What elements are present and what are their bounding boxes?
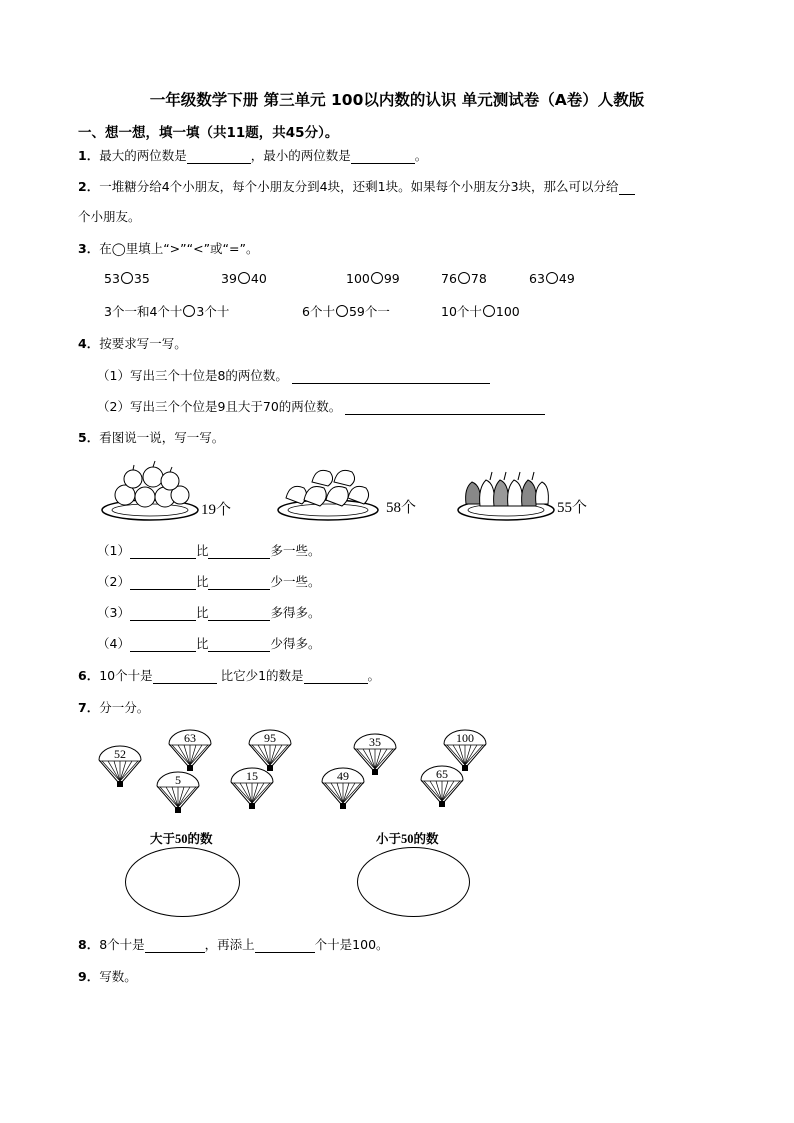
compare-right: 49 [558,271,575,286]
q5-bi: 比 [195,543,209,558]
pear-plate-illustration [456,464,556,524]
compare-item [104,302,229,320]
compare-right: 78 [470,271,487,286]
fan-card[interactable] [444,730,486,771]
compare-circle[interactable] [183,305,195,317]
compare-left: 39 [221,271,237,286]
q8-text-c: 个十是100。 [314,937,389,952]
fan-card[interactable] [157,772,199,813]
compare-circle[interactable] [458,272,470,284]
q6-number: 6． [78,668,100,683]
fan-number: 5 [175,773,181,787]
compare-right: 59个一 [348,304,390,319]
q2-number: 2． [78,179,100,194]
fan-number: 100 [456,731,474,745]
question-6 [78,666,380,684]
q6-text-a: 10个十是 [99,668,153,683]
q5-bi: 比 [195,574,209,589]
q5-blank[interactable] [130,607,196,621]
compare-left: 63 [529,271,545,286]
q5-blank[interactable] [208,607,270,621]
compare-left: 53 [104,271,120,286]
q8-text-a: 8个十是 [99,937,145,952]
question-1 [78,146,427,164]
q5-sub [97,572,320,590]
fan-card[interactable] [231,768,273,809]
question-4 [78,334,187,352]
q5-sub [97,541,320,559]
q9-number: 9． [78,969,100,984]
pear-count: 55个 [557,500,588,516]
oval-greater-than-50[interactable] [125,847,240,917]
label-greater-than-50: 大于50的数 [150,832,213,846]
compare-circle[interactable] [238,272,250,284]
q1-text-a: 最大的两位数是 [99,148,187,163]
fan-card[interactable] [354,734,396,775]
compare-right: 3个十 [196,304,230,319]
compare-left: 10个十 [441,304,482,319]
q5-end: 少一些。 [270,574,321,589]
q4-text: 按要求写一写。 [99,336,187,351]
fan-card[interactable] [169,730,211,771]
q3-text: 在◯里填上“>”“<”或“=”。 [99,241,259,256]
q8-text-b: ，再添上 [204,937,255,952]
question-5 [78,428,224,446]
compare-right: 35 [133,271,150,286]
q5-sub-label: （3） [97,605,130,620]
q5-bi: 比 [195,605,209,620]
compare-item [221,271,267,286]
fan-number: 63 [184,731,196,745]
question-7 [78,698,149,716]
q9-text: 写数。 [99,969,137,984]
peach-plate-illustration [276,462,381,524]
compare-circle[interactable] [546,272,558,284]
compare-right: 99 [383,271,400,286]
question-8 [78,935,389,953]
fan-card[interactable] [249,730,291,771]
fan-card[interactable] [421,766,463,807]
q5-end: 多一些。 [270,543,321,558]
q8-blank-b[interactable] [255,939,315,953]
fan-number: 52 [114,747,126,761]
q5-blank[interactable] [208,576,270,590]
fan-number: 65 [436,767,448,781]
fan-card[interactable] [322,768,364,809]
fan-number: 49 [337,769,349,783]
q2-blank[interactable] [619,181,635,195]
q5-sub [97,603,320,621]
section-heading: 一、想一想，填一填（共11题，共45分）。 [78,125,339,141]
q7-text: 分一分。 [99,700,150,715]
q6-text-b: 比它少1的数是 [216,668,304,683]
q5-blank[interactable] [130,545,196,559]
compare-right: 100 [495,304,520,319]
q5-blank[interactable] [130,576,196,590]
q5-end: 多得多。 [270,605,321,620]
q5-sub-label: （2） [97,574,130,589]
q5-number: 5． [78,430,100,445]
compare-right: 40 [250,271,267,286]
fan-number: 35 [369,735,381,749]
compare-circle[interactable] [121,272,133,284]
compare-circle[interactable] [483,305,495,317]
question-3 [78,239,258,257]
q5-sub-label: （4） [97,636,130,651]
compare-circle[interactable] [336,305,348,317]
q4-sub1-blank[interactable] [292,370,490,384]
compare-item [302,302,390,320]
compare-left: 3个一和4个十 [104,304,183,319]
q2-text-line2: 个小朋友。 [78,209,141,224]
compare-circle[interactable] [371,272,383,284]
label-less-than-50: 小于50的数 [376,832,439,846]
q8-number: 8． [78,937,100,952]
q4-sub1 [97,366,490,384]
q1-blank-largest[interactable] [187,150,251,164]
q5-sub-label: （1） [97,543,130,558]
compare-item [441,302,520,320]
fan-cards [90,728,510,813]
compare-left: 76 [441,271,457,286]
q8-blank-a[interactable] [145,939,205,953]
q4-number: 4． [78,336,100,351]
q4-sub2-text: （2）写出三个个位是9且大于70的两位数。 [97,399,342,414]
question-9 [78,967,137,985]
oval-less-than-50[interactable] [357,847,470,917]
q5-end: 少得多。 [270,636,321,651]
apple-plate-illustration [100,455,200,525]
fan-number: 95 [264,731,276,745]
q6-blank-b[interactable] [304,670,368,684]
q1-number: 1． [78,148,100,163]
page-title: 一年级数学下册 第三单元 100以内数的认识 单元测试卷（A卷）人教版 [149,91,645,109]
compare-item [529,271,575,286]
q5-blank[interactable] [208,638,270,652]
q5-blank[interactable] [208,545,270,559]
peach-count: 58个 [386,500,417,516]
compare-item [346,271,400,286]
q1-text-b: ，最小的两位数是 [250,148,351,163]
fan-number: 15 [246,769,258,783]
q4-sub1-text: （1）写出三个十位是8的两位数。 [97,368,288,383]
q6-text-c: 。 [367,668,381,683]
q5-sub [97,634,320,652]
q5-bi: 比 [195,636,209,651]
q3-number: 3． [78,241,100,256]
q7-number: 7． [78,700,100,715]
q1-text-c: 。 [414,148,428,163]
compare-left: 6个十 [302,304,335,319]
q1-blank-smallest[interactable] [351,150,415,164]
q4-sub2 [97,397,545,415]
fan-card[interactable] [99,746,141,787]
apple-count: 19个 [201,502,232,518]
compare-left: 100 [346,271,370,286]
q5-text: 看图说一说，写一写。 [99,430,225,445]
q2-text: 一堆糖分给4个小朋友，每个小朋友分到4块，还剩1块。如果每个小朋友分3块，那么可以分给 [99,179,619,194]
q4-sub2-blank[interactable] [345,401,545,415]
q6-blank-a[interactable] [153,670,217,684]
q5-blank[interactable] [130,638,196,652]
question-2 [78,177,635,195]
compare-item [441,271,487,286]
compare-item [104,271,150,286]
